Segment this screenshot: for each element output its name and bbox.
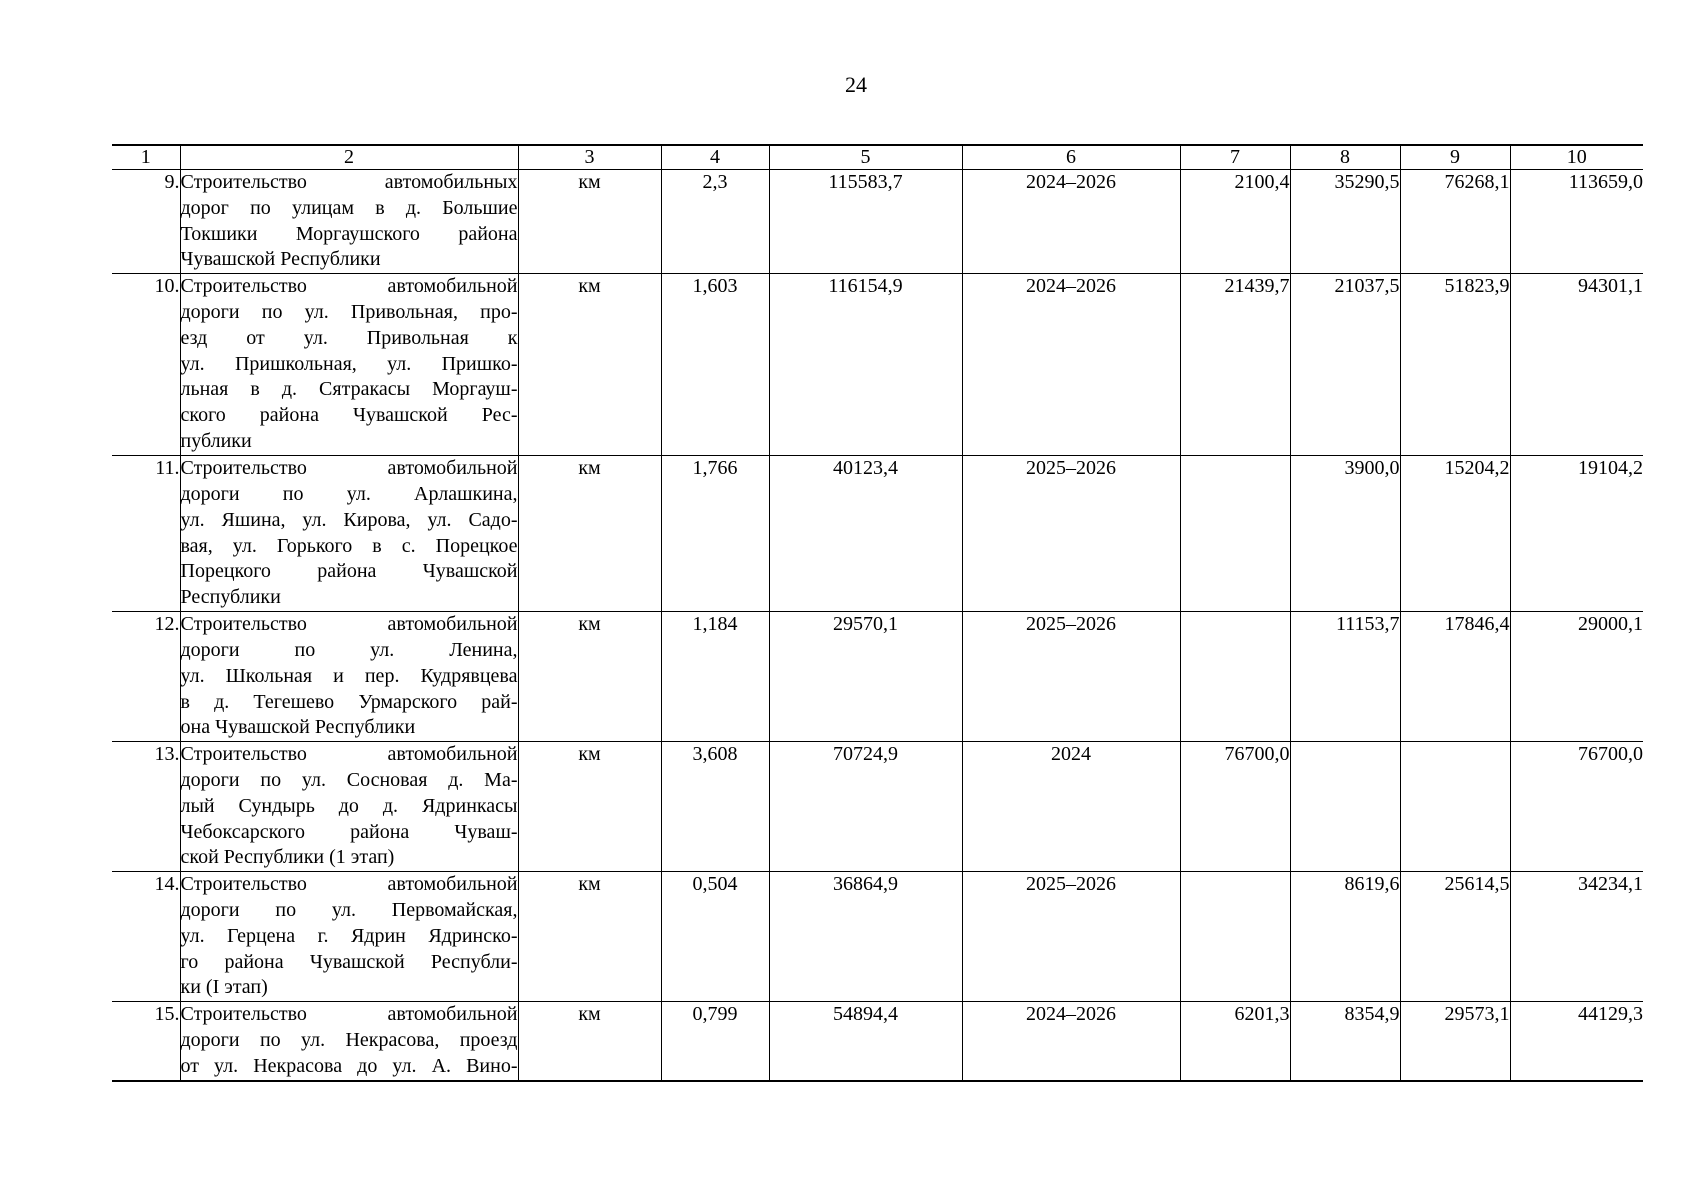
object-name [180, 456, 518, 612]
year-2026-cell: 76268,1 [1400, 170, 1510, 274]
total-cell: 19104,2 [1510, 456, 1643, 612]
cost-cell: 29570,1 [769, 612, 962, 742]
column-header: 10 [1510, 145, 1643, 170]
object-name-line: Строительство автомобильной [180, 1003, 518, 1026]
year-2025-cell: 21037,5 [1290, 274, 1400, 456]
period-cell: 2025–2026 [962, 456, 1180, 612]
year-2024-cell [1180, 456, 1290, 612]
object-name-line: дороги по ул. Ленина, [180, 638, 518, 661]
object-name [180, 872, 518, 1002]
period-cell: 2024–2026 [962, 1002, 1180, 1081]
row-number: 12. [112, 612, 180, 742]
object-name-line: Токшики Моргаушского района [180, 222, 518, 245]
object-name-line: ского района Чувашской Рес- [180, 404, 518, 427]
object-name-line: ки (I этап) [180, 976, 268, 999]
year-2026-cell [1400, 742, 1510, 872]
year-2026-cell: 17846,4 [1400, 612, 1510, 742]
column-header: 5 [769, 145, 962, 170]
row-number: 14. [112, 872, 180, 1002]
length-cell: 2,3 [661, 170, 769, 274]
year-2025-cell: 3900,0 [1290, 456, 1400, 612]
object-name-line: Строительство автомобильной [180, 743, 518, 766]
object-name-line: дороги по ул. Арлашкина, [180, 482, 518, 505]
object-name-line: ул. Школьная и пер. Кудрявцева [180, 664, 518, 687]
unit-cell: км [518, 742, 661, 872]
unit-cell: км [518, 1002, 661, 1081]
period-cell: 2025–2026 [962, 612, 1180, 742]
year-2024-cell: 21439,7 [1180, 274, 1290, 456]
object-name [180, 612, 518, 742]
cost-cell: 54894,4 [769, 1002, 962, 1081]
table-row [112, 456, 1643, 612]
total-cell: 44129,3 [1510, 1002, 1643, 1081]
total-cell: 94301,1 [1510, 274, 1643, 456]
unit-cell: км [518, 612, 661, 742]
object-name [180, 742, 518, 872]
period-cell: 2024–2026 [962, 274, 1180, 456]
unit-cell: км [518, 872, 661, 1002]
year-2025-cell: 8619,6 [1290, 872, 1400, 1002]
total-cell: 76700,0 [1510, 742, 1643, 872]
unit-cell: км [518, 456, 661, 612]
object-name-line: дороги по ул. Сосновая д. Ма- [180, 768, 518, 791]
table-row [112, 872, 1643, 1002]
object-name [180, 1002, 518, 1081]
object-name-line: Чебоксарского района Чуваш- [180, 820, 518, 843]
table-row [112, 274, 1643, 456]
period-cell: 2024 [962, 742, 1180, 872]
length-cell: 3,608 [661, 742, 769, 872]
column-header: 4 [661, 145, 769, 170]
object-name [180, 170, 518, 274]
object-name-line: Республики [180, 586, 281, 609]
row-number: 15. [112, 1002, 180, 1081]
length-cell: 1,184 [661, 612, 769, 742]
length-cell: 1,766 [661, 456, 769, 612]
object-name [180, 274, 518, 456]
year-2024-cell: 2100,4 [1180, 170, 1290, 274]
table-row [112, 1002, 1643, 1081]
year-2024-cell: 6201,3 [1180, 1002, 1290, 1081]
object-name-line: от ул. Некрасова до ул. А. Вино- [180, 1054, 518, 1077]
row-number: 13. [112, 742, 180, 872]
year-2025-cell: 8354,9 [1290, 1002, 1400, 1081]
object-name-line: Чувашской Республики [180, 248, 381, 271]
column-header: 6 [962, 145, 1180, 170]
total-cell: 113659,0 [1510, 170, 1643, 274]
total-cell: 34234,1 [1510, 872, 1643, 1002]
cost-cell: 70724,9 [769, 742, 962, 872]
year-2024-cell [1180, 872, 1290, 1002]
column-number-row [112, 145, 1643, 170]
unit-cell: км [518, 170, 661, 274]
object-name-line: она Чувашской Республики [180, 716, 416, 739]
cost-cell: 40123,4 [769, 456, 962, 612]
object-name-line: дороги по ул. Первомайская, [180, 898, 518, 921]
object-name-line: ул. Пришкольная, ул. Пришко- [180, 352, 518, 375]
year-2025-cell: 11153,7 [1290, 612, 1400, 742]
year-2025-cell [1290, 742, 1400, 872]
object-name-line: езд от ул. Привольная к [180, 326, 518, 349]
construction-table [112, 144, 1643, 1082]
year-2026-cell: 51823,9 [1400, 274, 1510, 456]
object-name-line: Строительство автомобильной [180, 873, 518, 896]
year-2024-cell: 76700,0 [1180, 742, 1290, 872]
column-header: 9 [1400, 145, 1510, 170]
object-name-line: Строительство автомобильной [180, 613, 518, 636]
object-name-line: льная в д. Сятракасы Моргауш- [180, 378, 518, 401]
column-header: 8 [1290, 145, 1400, 170]
table-row [112, 170, 1643, 274]
cost-cell: 36864,9 [769, 872, 962, 1002]
object-name-line: ул. Герцена г. Ядрин Ядринско- [180, 924, 518, 947]
year-2026-cell: 29573,1 [1400, 1002, 1510, 1081]
unit-cell: км [518, 274, 661, 456]
object-name-line: публики [180, 429, 252, 452]
object-name-line: в д. Тегешево Урмарского рай- [180, 690, 518, 713]
year-2026-cell: 15204,2 [1400, 456, 1510, 612]
object-name-line: Строительство автомобильной [180, 457, 518, 480]
total-cell: 29000,1 [1510, 612, 1643, 742]
cost-cell: 115583,7 [769, 170, 962, 274]
object-name-line: лый Сундырь до д. Ядринкасы [180, 794, 518, 817]
length-cell: 0,504 [661, 872, 769, 1002]
object-name-line: вая, ул. Горького в с. Порецкое [180, 534, 518, 557]
table-row [112, 742, 1643, 872]
row-number: 11. [112, 456, 180, 612]
table-row [112, 612, 1643, 742]
row-number: 9. [112, 170, 180, 274]
object-name-line: Строительство автомобильной [180, 275, 518, 298]
page-number: 24 [845, 72, 867, 97]
period-cell: 2025–2026 [962, 872, 1180, 1002]
object-name-line: дороги по ул. Привольная, про- [180, 300, 518, 323]
column-header: 7 [1180, 145, 1290, 170]
cost-cell: 116154,9 [769, 274, 962, 456]
object-name-line: Порецкого района Чувашской [180, 560, 518, 583]
row-number: 10. [112, 274, 180, 456]
length-cell: 0,799 [661, 1002, 769, 1081]
period-cell: 2024–2026 [962, 170, 1180, 274]
object-name-line: ул. Яшина, ул. Кирова, ул. Садо- [180, 508, 518, 531]
column-header: 1 [112, 145, 180, 170]
object-name-line: дорог по улицам в д. Большие [180, 196, 518, 219]
object-name-line: Строительство автомобильных [180, 171, 518, 193]
object-name-line: дороги по ул. Некрасова, проезд [180, 1028, 518, 1051]
year-2026-cell: 25614,5 [1400, 872, 1510, 1002]
object-name-line: ской Республики (1 этап) [180, 846, 395, 869]
year-2024-cell [1180, 612, 1290, 742]
column-header: 2 [180, 145, 518, 170]
table-body [112, 170, 1643, 1081]
object-name-line: го района Чувашской Республи- [180, 950, 518, 973]
year-2025-cell: 35290,5 [1290, 170, 1400, 274]
length-cell: 1,603 [661, 274, 769, 456]
column-header: 3 [518, 145, 661, 170]
